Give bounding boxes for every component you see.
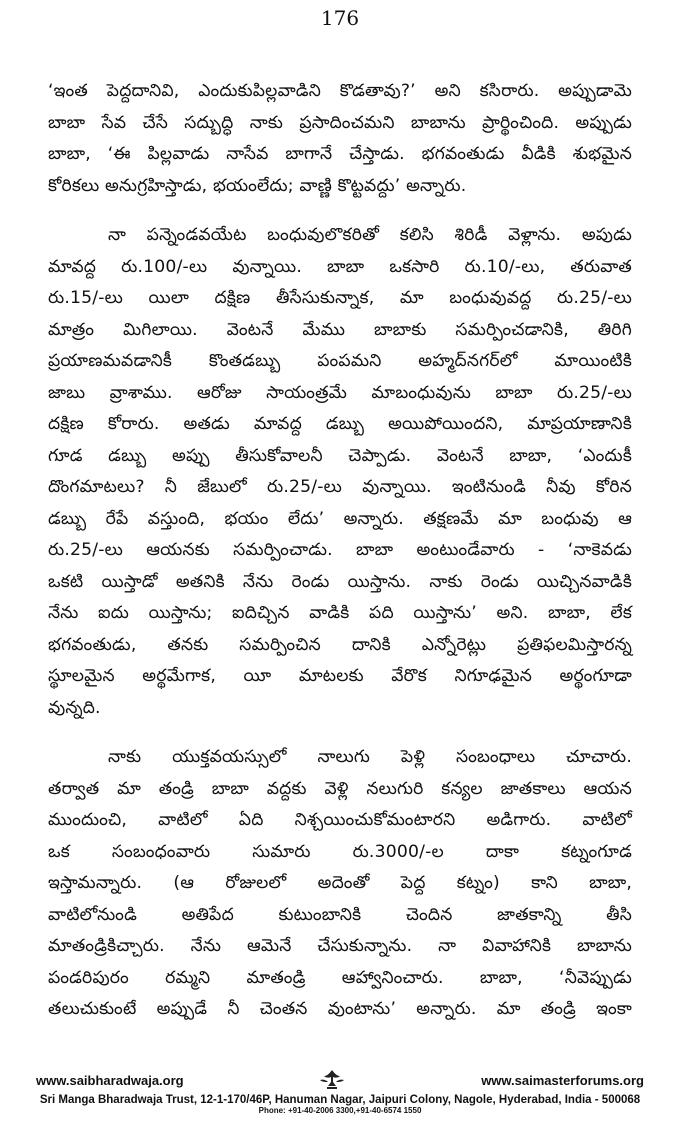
footer-address: Sri Manga Bharadwaja Trust, 12-1-170/46P, Hanuman Nagar, Jaipuri Colony, Nagole, Hyderabad, India - 500068 xyxy=(39,1094,641,1106)
text-line: ఒక సంబంధంవారు సుమారు రు.3000/-ల దాకా కట్నంగూడ xyxy=(48,841,632,862)
text-line: కోరికలు అనుగ్రహిస్తాడు, భయంలేదు; వాణ్ణి కొట్టవద్దు’ అన్నారు. xyxy=(48,175,467,196)
text-line: తర్వాత మా తండ్రి బాబా వద్దకు వెళ్లి నలుగురి కన్యల జాతకాలు ఆయన xyxy=(48,778,632,799)
text-line: స్థూలమైన అర్థమేగాక, యీ మాటలకు వేరొక నిగూఢమైన అర్థంగూడా xyxy=(48,666,632,686)
page-number: 176 xyxy=(320,6,360,30)
footer-links-row xyxy=(36,1068,644,1093)
text-line: వున్నది. xyxy=(48,697,101,718)
text-line: మావద్ద రు.100/-లు వున్నాయి. బాబా ఒకసారి రు.10/-లు, తరువాత xyxy=(48,256,632,277)
text-line: భగవంతుడు, తనకు సమర్పించిన దానికి ఎన్నోరెట్లు ప్రతిఫలమిస్తారన్న xyxy=(48,634,632,655)
text-line: డబ్బు రేపే వస్తుంది, భయం లేదు’ అన్నారు. తక్షణమే మా బంధువు ఆ xyxy=(48,508,632,529)
text-line: రు.15/-లు యిలా దక్షిణ తీసేసుకున్నాక, మా బంధువువద్ద రు.25/-లు xyxy=(48,288,632,308)
footer-phone: Phone: +91-40-2006 3300,+91-40-6574 1550 xyxy=(258,1106,422,1115)
text-line: బాబా సేవ చేసే సద్బుద్ధి నాకు ప్రసాదించమని బాబాను ప్రార్థించింది. అప్పుడు xyxy=(48,112,632,133)
text-line: తలుచుకుంటే అప్పుడే నీ చెంతన వుంటాను’ అన్నారు. మా తండ్రి ఇంకా xyxy=(48,999,632,1019)
text-line: వాటిలోనుండి అతిపేద కుటుంబానికి చెందిన జాతకాన్ని తీసి xyxy=(48,904,632,925)
text-line: గూడ డబ్బు అప్పు తీసుకోవాలనీ చెప్పాడు. వెంటనే బాబా, ‘ఎందుకీ xyxy=(48,445,632,466)
text-line: నేను ఐదు యిస్తాను; ఐదిచ్చిన వాడికి పది యిస్తాను’ అని. బాబా, లేక xyxy=(48,603,632,623)
text-line: ఒకటి యిస్తాడో అతనికి నేను రెండు యిస్తాను. నాకు రెండు యిచ్చినవాడికి xyxy=(48,571,632,592)
body-text xyxy=(48,76,632,1044)
text-line: మాతండ్రికిచ్చారు. నేను ఆమెనే చేసుకున్నాను. నా వివాహానికి బాబాను xyxy=(48,936,632,956)
text-line: మాత్రం మిగిలాయి. వెంటనే మేము బాబాకు సమర్పించడానికి, తిరిగి xyxy=(48,319,632,340)
text-line: జాబు వ్రాశాము. ఆరోజు సాయంత్రమే మాబంధువును బాబా రు.25/-లు xyxy=(48,382,632,403)
website-link-right[interactable]: www.saimasterforums.org xyxy=(481,1073,644,1088)
text-line: ఇస్తామన్నారు. (ఆ రోజులలో అదెంతో పెద్ద కట్నం) కాని బాబా, xyxy=(48,873,632,893)
website-link-left[interactable]: www.saibharadwaja.org xyxy=(36,1073,184,1088)
paragraph-1 xyxy=(48,76,632,202)
paragraph-2 xyxy=(48,220,632,724)
text-line: నా పన్నెండవయేట బంధువులొకరితో కలిసి శిరిడీ వెళ్లాను. అపుడు xyxy=(108,225,632,245)
text-line: ప్రయాణమవడానికీ కొంతడబ్బు పంపమని అహ్మద్‌నగర్‌లో మాయింటికి xyxy=(48,351,632,371)
text-line: పండరిపురం రమ్మని మాతండ్రి ఆహ్వానించారు. బాబా, ‘నీవెప్పుడు xyxy=(48,967,632,988)
text-line: ‘ఇంత పెద్దదానివి, ఎందుకుపిల్లవాడిని కొడతావు?’ అని కసిరారు. అప్పుడామె xyxy=(48,81,632,101)
text-line: ముందుంచి, వాటిలో ఏది నిశ్చయించుకోమంటారని అడిగారు. వాటిలో xyxy=(48,810,632,830)
text-line: నాకు యుక్తవయస్సులో నాలుగు పెళ్లి సంబంధాలు చూచారు. xyxy=(108,747,632,767)
page-footer xyxy=(36,1068,644,1115)
text-line: బాబా, ‘ఈ పిల్లవాడు నాసేవ బాగానే చేస్తాడు. భగవంతుడు వీడికి శుభమైన xyxy=(48,144,632,164)
text-line: రు.25/-లు ఆయనకు సమర్పించాడు. బాబా అంటుండేవారు - ‘నాకెవడు xyxy=(48,540,632,560)
ornamental-emblem-icon xyxy=(318,1068,346,1093)
paragraph-3 xyxy=(48,742,632,1026)
text-line: దక్షిణ కోరారు. అతడు మావద్ద డబ్బు అయిపోయిందని, మాప్రయాణానికి xyxy=(48,414,632,434)
text-line: దొంగమాటలు? నీ జేబులో రు.25/-లు వున్నాయి. ఇంటినుండి నీవు కోరిన xyxy=(48,477,632,497)
